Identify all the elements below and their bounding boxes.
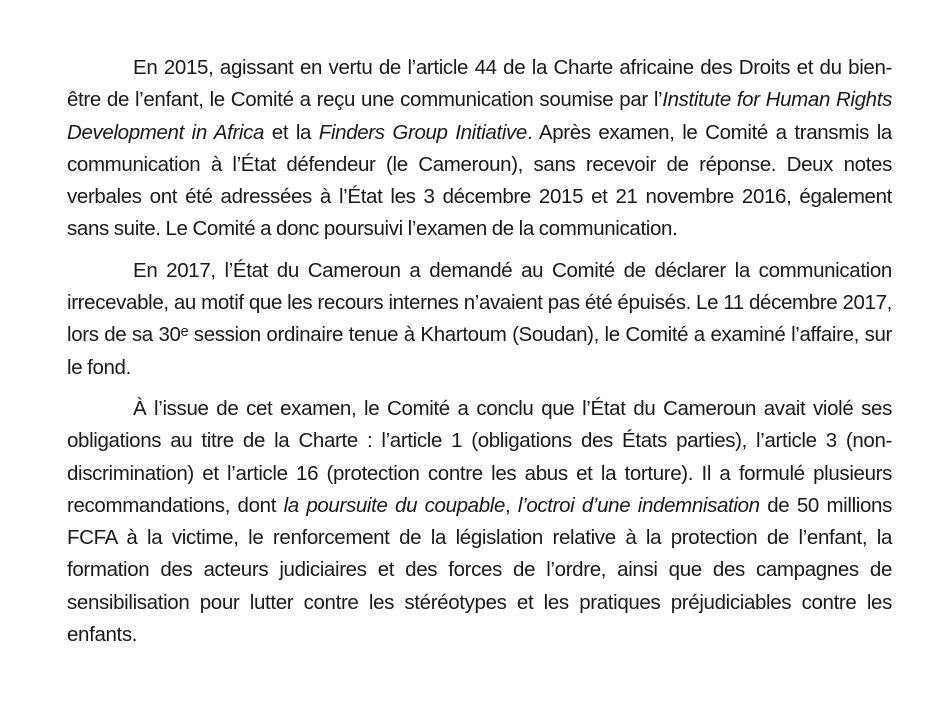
text-run-italic: la poursuite du coupable — [283, 493, 506, 517]
text-run: En 2017, l’État du Cameroun a demandé au Comité de déclarer la communication irrecevable, au motif que les recours internes n’avaient pas été épuisés. Le 11 décembre 2017, lors de sa 30 — [67, 258, 892, 347]
text-run-italic: Finders Group Initiative — [318, 120, 527, 144]
text-run: En 2015, agissant en vertu de l’article 44 de la Charte africaine des Droits et du bien-être de l’enfant, le Comité a reçu une communication soumise par l’ — [67, 56, 892, 112]
text-run: session ordinaire tenue à Khartoum (Soudan), le Comité a examiné l’affaire, sur le fond. — [67, 323, 892, 379]
text-run: et la — [264, 120, 319, 144]
text-run-italic: l’octroi d’une indemnisation — [517, 493, 760, 517]
text-run: . Après examen, le Comité a transmis la communication à l’État défendeur (le Cameroun), sans recevoir de réponse. Deux notes verbales ont été adressées à l’État les 3 décembre 2015 et 21 novembre 2016, également sans suite. Le Comité a donc poursuivi l’examen de la communication. — [67, 120, 892, 241]
document-body — [67, 52, 892, 651]
text-run: de 50 millions FCFA à la victime, le renforcement de la législation relative à la protection de l’enfant, la formation des acteurs judiciaires et des forces de l’ordre, ainsi que des campagnes de sensibilisation pour lutter contre les stéréotypes et les pratiques préjudiciables contre les enfants. — [67, 493, 892, 647]
text-run: , — [505, 493, 518, 517]
superscript-ordinal: e — [180, 323, 189, 340]
paragraph-irrecevabilite-2017 — [67, 255, 892, 384]
text-run-italic: Institute for Human Rights Development in Africa — [67, 88, 892, 144]
paragraph-conclusions — [67, 393, 892, 651]
paragraph-communication-2015 — [67, 52, 892, 246]
text-run: À l’issue de cet examen, le Comité a conclu que l’État du Cameroun avait violé ses obligations au titre de la Charte : l’article 1 (obligations des États parties), l’article 3 (non-discrimination) et l’article 16 (protection contre les abus et la torture). Il a formulé plusieurs recommandations, dont — [67, 396, 892, 517]
